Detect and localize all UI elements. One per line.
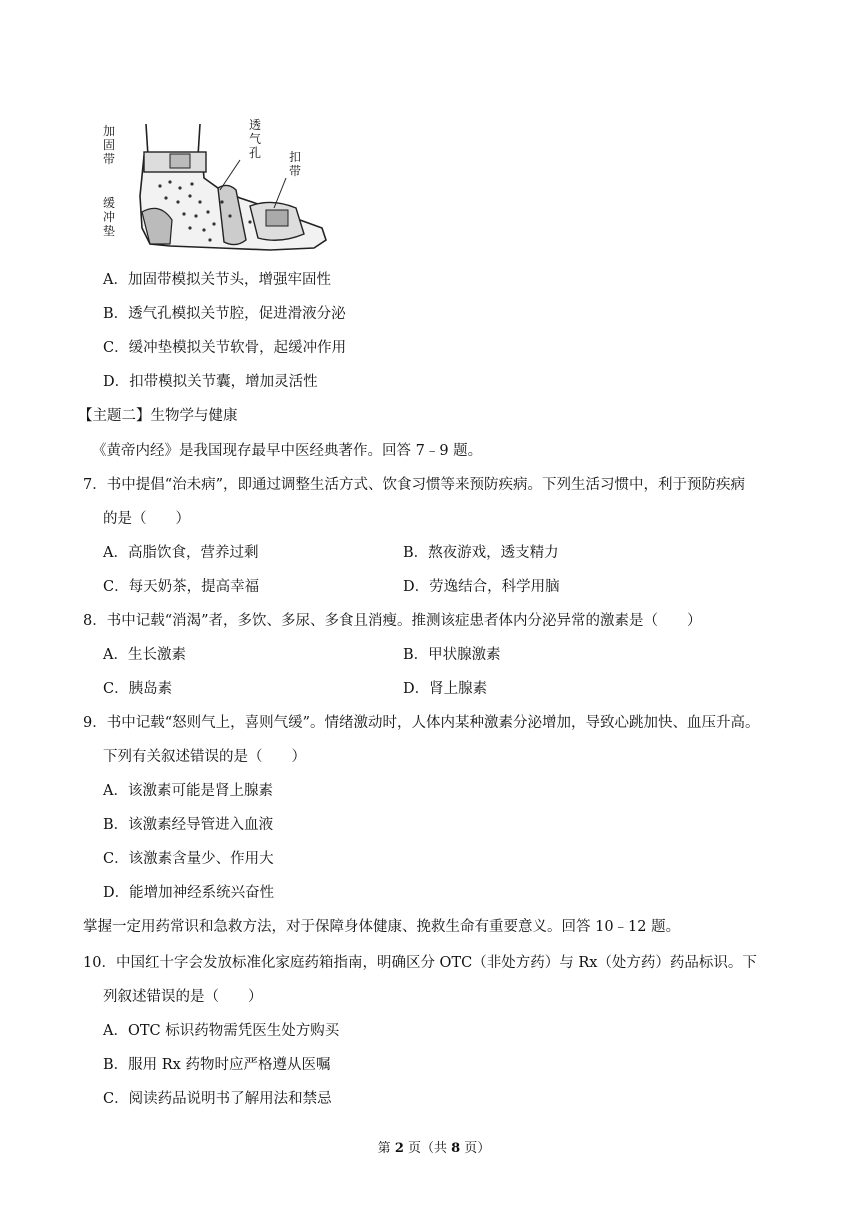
q8-option-c: C．胰岛素 bbox=[103, 681, 173, 697]
q6-option-b: B．透气孔模拟关节腔，促进滑液分泌 bbox=[103, 306, 346, 322]
q7-option-d: D．劳逸结合，科学用脑 bbox=[403, 579, 560, 595]
q10-option-b: B．服用 Rx 药物时应严格遵从医嘱 bbox=[103, 1057, 331, 1073]
q9-option-a: A．该激素可能是肾上腺素 bbox=[103, 783, 273, 799]
page-footer bbox=[0, 1137, 868, 1156]
topic-heading: 【主题二】生物学与健康 bbox=[78, 408, 238, 424]
footer-page-number: 2 bbox=[394, 1141, 404, 1156]
q8-option-d: D．肾上腺素 bbox=[403, 681, 488, 697]
q7-stem-line1: 7．书中提倡“治未病”，即通过调整生活方式、饮食习惯等来预防疾病。下列生活习惯中，利于预防疾病 bbox=[83, 477, 746, 493]
q6-option-a: A．加固带模拟关节头，增强牢固性 bbox=[103, 272, 331, 288]
intro-7-9: 《黄帝内经》是我国现存最早中医经典著作。回答 7﹣9 题。 bbox=[92, 443, 483, 459]
q6-option-c: C．缓冲垫模拟关节软骨，起缓冲作用 bbox=[103, 340, 347, 356]
q8-option-b: B．甲状腺激素 bbox=[403, 647, 501, 663]
footer-total-pages: 8 bbox=[451, 1141, 461, 1156]
footer-middle: 页（共 bbox=[403, 1141, 452, 1156]
footer-prefix: 第 bbox=[377, 1141, 395, 1156]
q10-option-c: C．阅读药品说明书了解用法和禁忌 bbox=[103, 1091, 332, 1107]
q10-stem-line2: 列叙述错误的是（ ） bbox=[103, 989, 263, 1005]
q9-option-b: B．该激素经导管进入血液 bbox=[103, 817, 274, 833]
q7-option-a: A．高脂饮食，营养过剩 bbox=[103, 545, 259, 561]
label-buckle-strap: 扣带 bbox=[289, 150, 302, 178]
intro-10-12: 掌握一定用药常识和急救方法，对于保障身体健康、挽救生命有重要意义。回答 10﹣12 题。 bbox=[83, 919, 681, 935]
q8-stem: 8．书中记载“消渴”者，多饮、多尿、多食且消瘦。推测该症患者体内分泌异常的激素是（ ） bbox=[83, 613, 702, 629]
q8-option-a: A．生长激素 bbox=[103, 647, 186, 663]
ankle-brace-drawing bbox=[100, 116, 340, 256]
q9-option-d: D．能增加神经系统兴奋性 bbox=[103, 885, 275, 901]
q7-option-b: B．熬夜游戏，透支精力 bbox=[403, 545, 559, 561]
footer-suffix: 页） bbox=[460, 1141, 491, 1156]
label-vent-holes: 透气孔 bbox=[249, 118, 262, 160]
label-cushion: 缓冲垫 bbox=[103, 196, 116, 238]
q10-option-a: A．OTC 标识药物需凭医生处方购买 bbox=[103, 1023, 340, 1039]
q7-option-c: C．每天奶茶，提高幸福 bbox=[103, 579, 260, 595]
q6-option-d: D．扣带模拟关节囊，增加灵活性 bbox=[103, 374, 318, 390]
q9-stem-line2: 下列有关叙述错误的是（ ） bbox=[103, 749, 306, 765]
ankle-brace-figure bbox=[100, 116, 340, 256]
q10-stem-line1: 10．中国红十字会发放标准化家庭药箱指南，明确区分 OTC（非处方药）与 Rx（处方药）药品标识。下 bbox=[83, 955, 757, 971]
q7-stem-line2: 的是（ ） bbox=[103, 511, 190, 527]
q9-option-c: C．该激素含量少、作用大 bbox=[103, 851, 274, 867]
q9-stem-line1: 9．书中记载“怒则气上，喜则气缓”。情绪激动时，人体内某种激素分泌增加，导致心跳加快、血压升高。 bbox=[83, 715, 760, 731]
label-reinforce-strap: 加固带 bbox=[103, 124, 116, 166]
